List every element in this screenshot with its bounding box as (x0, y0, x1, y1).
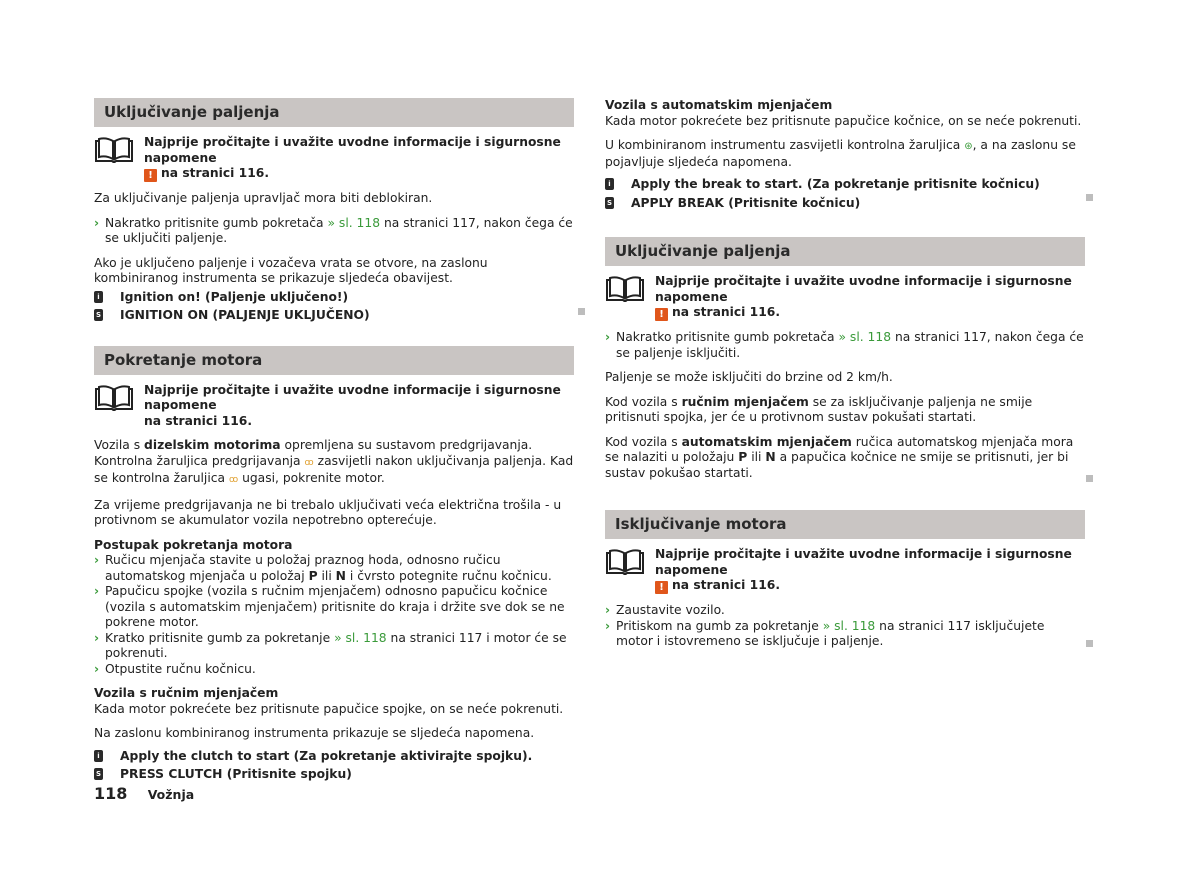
display-message: S IGNITION ON (PALJENJE UKLJUČENO) (94, 308, 574, 324)
paragraph: Kada motor pokrećete bez pritisnute papučice kočnice, on se neće pokrenuti. (605, 113, 1082, 128)
chapter-name: Vožnja (147, 787, 195, 802)
page-number: 118 (94, 784, 128, 803)
chevron-right-icon: › (94, 215, 100, 230)
paragraph: Za uključivanje paljenja upravljač mora biti deblokiran. (94, 191, 433, 205)
chevron-right-icon: › (94, 630, 100, 645)
end-marker-icon (1086, 640, 1093, 647)
figure-link[interactable]: » sl. 118 (327, 215, 381, 230)
section-heading: Pokretanje motora (94, 346, 574, 375)
safety-note (605, 274, 1085, 321)
book-icon (605, 275, 645, 303)
display-text-icon: S (95, 311, 102, 319)
display-message-icon: i (94, 750, 103, 762)
glow-plug-icon: ꝏ (228, 475, 239, 485)
display-text-icon: S (95, 770, 102, 778)
glow-plug-icon: ꝏ (304, 457, 314, 468)
display-message-icon: i (605, 178, 614, 190)
list-item: › Pritiskom na gumb za pokretanje » sl. 118 na stranici 117 isključujete motor i istovremeno se isključuje i paljenje. (605, 619, 1085, 650)
warning-icon: ! (655, 581, 668, 594)
paragraph: Kada motor pokrećete bez pritisnute papučice spojke, on se neće pokrenuti. (94, 701, 564, 716)
warning-icon: ! (144, 169, 157, 182)
safety-note (94, 135, 574, 182)
display-message: i Apply the break to start. (Za pokretanje pritisnite kočnicu) (605, 177, 1085, 193)
section-heading: Uključivanje paljenja (605, 237, 1085, 266)
section-heading: Uključivanje paljenja (94, 98, 574, 127)
warning-icon: ! (655, 308, 668, 321)
paragraph: Kod vozila s ručnim mjenjačem se za isključivanje paljenja ne smije pritisnuti spojka, jer će u protivnom sustav pokušati startati. (605, 394, 1033, 424)
display-text-icon: S (606, 198, 613, 207)
safety-note (605, 547, 1085, 594)
book-icon (605, 548, 645, 576)
display-message: i Ignition on! (Paljenje uključeno!) (94, 290, 574, 306)
note-page-ref[interactable]: na stranici 116. (672, 305, 780, 319)
chevron-right-icon: › (605, 618, 611, 633)
foot-brake-icon: ⊛ (964, 141, 973, 152)
paragraph: Na zaslonu kombiniranog instrumenta prikazuje se sljedeća napomena. (94, 726, 535, 740)
chevron-right-icon: › (94, 584, 100, 598)
figure-link[interactable]: » sl. 118 (822, 618, 876, 633)
note-page-ref[interactable]: na stranici 116. (144, 413, 252, 428)
display-message-icon: i (94, 291, 103, 303)
paragraph: U kombiniranom instrumentu zasvijetli kontrolna žaruljica ⊛, a na zaslonu se pojavljuje sljedeća napomena. (605, 138, 1076, 169)
note-text: Najprije pročitajte i uvažite uvodne informacije i sigurnosne napomene (655, 274, 1072, 304)
note-page-ref[interactable]: na stranici 116. (161, 166, 269, 180)
chevron-right-icon: › (94, 553, 100, 567)
note-page-ref[interactable]: na stranici 116. (672, 578, 780, 592)
list-item: › Otpustite ručnu kočnicu. (94, 661, 256, 676)
subheading: Vozila s automatskim mjenjačem (605, 98, 833, 112)
chevron-right-icon: › (605, 330, 611, 344)
subheading: Vozila s ručnim mjenjačem (94, 686, 279, 700)
note-text: Najprije pročitajte i uvažite uvodne informacije i sigurnosne napomene (655, 547, 1072, 577)
chevron-right-icon: › (94, 661, 100, 676)
list-item: › Nakratko pritisnite gumb pokretača » sl. 118 na stranici 117, nakon čega će se uključiti paljenje. (94, 215, 573, 245)
end-marker-icon (1086, 194, 1093, 201)
paragraph: Za vrijeme predgrijavanja ne bi trebalo uključivati veća električna trošila - u protivnom se akumulator vozila nepotrebno opterećuje. (94, 497, 562, 527)
subheading: Postupak pokretanja motora (94, 537, 293, 552)
list-item: › Papučicu spojke (vozila s ručnim mjenjačem) odnosno papučicu kočnice (vozila s automatskim mjenjačem) pritisnite do kraja i držite sve dok se ne pokrene motor. (94, 584, 565, 629)
left-column (94, 98, 574, 786)
section-heading: Isključivanje motora (605, 510, 1085, 539)
display-message: S PRESS CLUTCH (Pritisnite spojku) (95, 767, 352, 781)
end-marker-icon (1086, 475, 1093, 482)
list-item: › Zaustavite vozilo. (605, 603, 725, 617)
figure-link[interactable]: » sl. 118 (334, 630, 387, 645)
chevron-right-icon: › (605, 603, 611, 617)
list-item: › Ručicu mjenjača stavite u položaj praznog hoda, odnosno ručicu automatskog mjenjača u položaj P ili N i čvrsto potegnite ručnu kočnicu. (94, 553, 552, 583)
paragraph: Vozila s dizelskim motorima opremljena su sustavom predgrijavanja. Kontrolna žaruljica predgrijavanja ꝏ zasvijetli nakon uključivanja paljenja. Kad se kontrolna žaruljica ꝏ ugasi, pokrenite motor. (94, 438, 574, 485)
paragraph: Kod vozila s automatskim mjenjačem ručica automatskog mjenjača mora se nalaziti u položaju P ili N a papučica kočnice ne smije se pritisnuti, jer bi sustav pokušao startati. (605, 435, 1085, 482)
figure-link[interactable]: » sl. 118 (838, 330, 892, 344)
paragraph: Paljenje se može isključiti do brzine od 2 km/h. (605, 370, 893, 384)
display-message: S APPLY BREAK (Pritisnite kočnicu) (605, 196, 1085, 212)
note-text: Najprije pročitajte i uvažite uvodne informacije i sigurnosne napomene (144, 382, 561, 412)
note-text: Najprije pročitajte i uvažite uvodne informacije i sigurnosne napomene (144, 135, 561, 165)
list-item: › Kratko pritisnite gumb za pokretanje » sl. 118 na stranici 117 i motor će se pokrenuti. (94, 630, 567, 660)
book-icon (94, 136, 134, 164)
book-icon (94, 384, 134, 412)
safety-note (94, 383, 574, 430)
display-message: i Apply the clutch to start (Za pokretanje aktivirajte spojku). (94, 749, 574, 765)
end-marker-icon (578, 308, 585, 315)
page-footer (94, 786, 194, 804)
list-item: › Nakratko pritisnite gumb pokretača » sl. 118 na stranici 117, nakon čega će se paljenje isključiti. (605, 330, 1084, 360)
paragraph: Ako je uključeno paljenje i vozačeva vrata se otvore, na zaslonu kombiniranog instrumenta se prikazuje sljedeća obavijest. (94, 255, 488, 285)
right-column (605, 98, 1085, 650)
